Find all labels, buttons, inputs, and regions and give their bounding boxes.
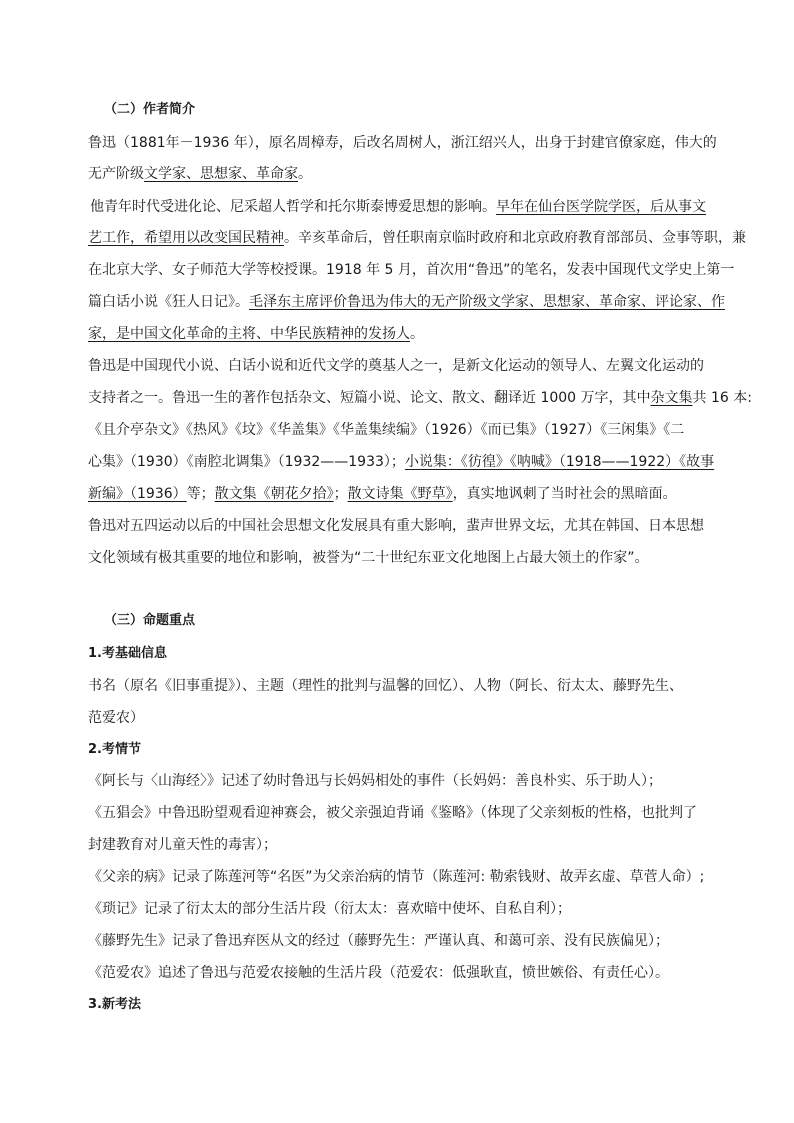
section-heading-author: （二）作者简介 (104, 102, 196, 117)
paragraph-line: 范爱农） (88, 710, 144, 726)
underlined-text: 早年在仙台医学院学医，后从事文 (496, 199, 706, 215)
paragraph-line: 他青年时代受进化论、尼采超人哲学和托尔斯泰博爱思想的影响。早年在仙台医学院学医，后从事文 (90, 199, 706, 215)
underlined-text: 散文诗集《野草》 (347, 486, 453, 502)
underlined-text: 毛泽东主席评价鲁迅为伟大的无产阶级文学家、思想家、革命家、评论家、作 (249, 294, 725, 310)
underlined-text: 杂文集 (650, 390, 693, 406)
underlined-text: 家，是中国文化革命的主将、中华民族精神的发扬人 (88, 326, 410, 342)
paragraph-line: 鲁迅（1881年－1936 年），原名周樟寿，后改名周树人，浙江绍兴人，出身于封建官僚家庭，伟大的 (88, 135, 717, 151)
paragraph-line: 文化领域有极其重要的地位和影响，被誉为“二十世纪东亚文化地图上占最大领土的作家”。 (88, 550, 649, 566)
paragraph-line: 无产阶级文学家、思想家、革命家。 (88, 166, 312, 182)
list-item: 《五猖会》中鲁迅盼望观看迎神赛会，被父亲强迫背诵《鉴略》（体现了父亲刻板的性格，也批判了 (88, 805, 697, 821)
paragraph-line: 《且介亭杂文》《热风》《坟》《华盖集》《华盖集续编》（1926）《而已集》（1927）《三闲集》《二 (88, 422, 685, 438)
underlined-text: 艺工作，希望用以改变国民精神 (88, 230, 284, 246)
subheading: 3.新考法 (88, 997, 141, 1012)
underlined-text: 小说集：《彷徨》《呐喊》（1918——1922）《故事 (404, 454, 715, 470)
list-item: 《阿长与〈山海经〉》记述了幼时鲁迅与长妈妈相处的事件（长妈妈：善良朴实、乐于助人）； (88, 773, 662, 789)
paragraph-line: 新编》（1936）等；散文集《朝花夕拾》；散文诗集《野草》，真实地讽刺了当时社会的黑暗面。 (88, 486, 677, 502)
list-item: 《父亲的病》记录了陈莲河等“名医”为父亲治病的情节（陈莲河: 勒索钱财、故弄玄虚、草菅人命）; (88, 869, 705, 885)
paragraph-line: 篇白话小说《狂人日记》。毛泽东主席评价鲁迅为伟大的无产阶级文学家、思想家、革命家、评论家、作 (88, 294, 725, 310)
paragraph-line: 艺工作，希望用以改变国民精神。辛亥革命后，曾任职南京临时政府和北京政府教育部部员、佥事等职，兼 (88, 230, 746, 246)
list-item: 《范爱农》追述了鲁迅与范爱农接触的生活片段（范爱农：低强耿直，愤世嫉俗、有责任心）。 (88, 965, 669, 981)
paragraph-line: 书名（原名《旧事重提》）、主题（理性的批判与温馨的回忆）、人物（阿长、衍太太、藤野先生、 (88, 678, 683, 694)
section-heading-key-points: （三）命题重点 (104, 613, 196, 628)
subheading: 1.考基础信息 (88, 646, 167, 661)
list-item: 封建教育对儿童天性的毒害）； (88, 837, 277, 853)
subheading: 2.考情节 (88, 742, 141, 757)
paragraph-line: 鲁迅是中国现代小说、白话小说和近代文学的奠基人之一，是新文化运动的领导人、左翼文化运动的 (88, 358, 704, 374)
paragraph-line: 鲁迅对五四运动以后的中国社会思想文化发展具有重大影响，蜚声世界文坛，尤其在韩国、日本思想 (88, 518, 704, 534)
underlined-text: 散文集《朝花夕拾》 (214, 486, 334, 502)
paragraph-line: 心集》（1930）《南腔北调集》（1932——1933）；小说集：《彷徨》《呐喊》（1918——1922）《故事 (88, 454, 715, 470)
list-item: 《藤野先生》记录了鲁迅弃医从文的经过（藤野先生：严谨认真、和蔼可亲、没有民族偏见）； (88, 933, 669, 949)
underlined-text: 新编》（1936） (88, 486, 187, 502)
list-item: 《琐记》记录了衍太太的部分生活片段（衍太太：喜欢暗中使坏、自私自利）； (88, 901, 571, 917)
underlined-text: 文学家、思想家、革命家 (144, 166, 298, 182)
paragraph-line: 支持者之一。鲁迅一生的著作包括杂文、短篇小说、论文、散文、翻译近 1000 万字，其中杂文集共 16 本: (88, 390, 752, 406)
paragraph-line: 家，是中国文化革命的主将、中华民族精神的发扬人。 (88, 326, 424, 342)
paragraph-line: 在北京大学、女子师范大学等校授课。1918 年 5 月，首次用“鲁迅”的笔名，发表中国现代文学史上第一 (88, 262, 735, 278)
